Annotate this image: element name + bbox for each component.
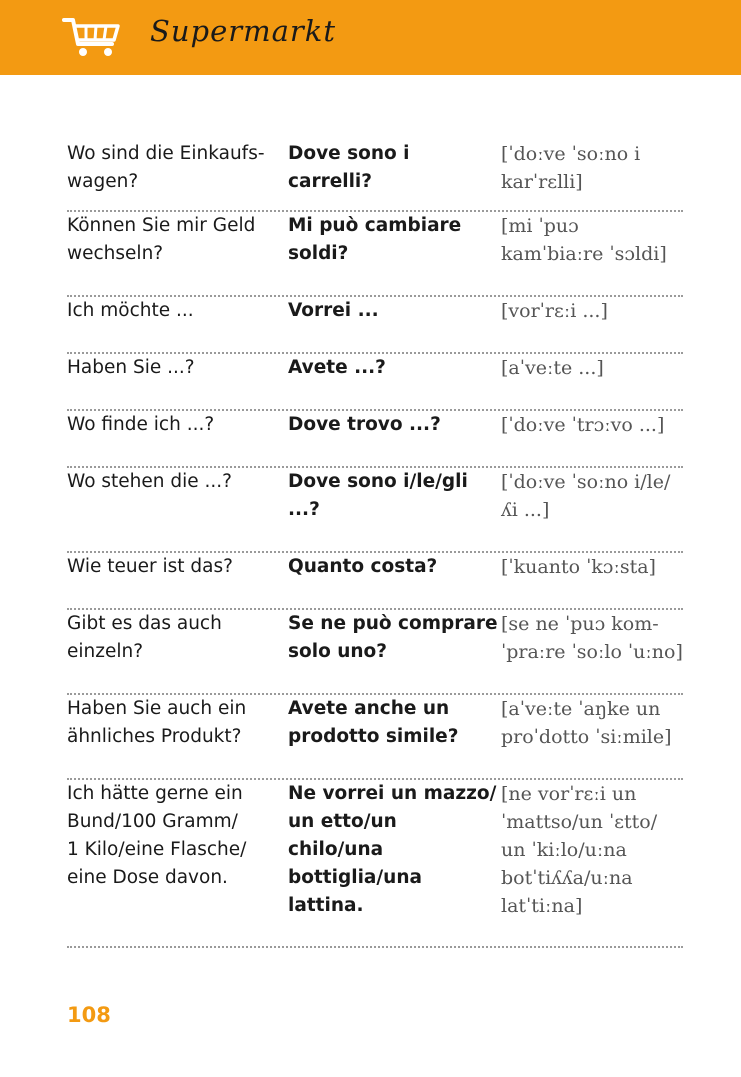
phrase-row xyxy=(67,140,683,212)
phrase-row xyxy=(67,610,683,695)
italian-phrase: Se ne può comprare solo uno? xyxy=(288,613,498,662)
italian-phrase: Quanto costa? xyxy=(288,556,438,577)
phrase-row xyxy=(67,354,683,411)
pronunciation: [aˈveːte ˈaŋke un proˈdotto ˈsiːmile] xyxy=(501,698,672,748)
pronunciation: [ˈdoːve ˈsoːno i karˈrɛlli] xyxy=(501,143,641,193)
german-phrase: Gibt es das auch einzeln? xyxy=(67,613,222,662)
german-phrase: Wo stehen die ...? xyxy=(67,471,233,492)
pronunciation: [ˈdoːve ˈsoːno i/le/ ʎi ...] xyxy=(501,471,671,521)
pronunciation: [ˈkuanto ˈkɔːsta] xyxy=(501,556,656,578)
italian-phrase: Mi può cambiare soldi? xyxy=(288,215,462,264)
german-phrase: Ich hätte gerne ein Bund/100 Gramm/ 1 Kilo/eine Flasche/ eine Dose davon. xyxy=(67,783,247,888)
italian-phrase: Dove sono i carrelli? xyxy=(288,143,410,192)
italian-phrase: Dove sono i/le/gli ...? xyxy=(288,471,468,520)
italian-phrase: Dove trovo ...? xyxy=(288,414,441,435)
pronunciation: [se ne ˈpuɔ kom- ˈpraːre ˈsoːlo ˈuːno] xyxy=(501,613,683,663)
phrase-row xyxy=(67,212,683,297)
page-number: 108 xyxy=(67,1003,111,1027)
pronunciation: [aˈveːte ...] xyxy=(501,357,604,379)
pronunciation: [ne vorˈrɛːi un ˈmattso/un ˈɛtto/ un ˈkiːlo/uːna botˈtiʎʎa/uːna latˈtiːna] xyxy=(501,783,658,917)
german-phrase: Ich möchte ... xyxy=(67,300,194,321)
pronunciation: [ˈdoːve ˈtrɔːvo ...] xyxy=(501,414,665,436)
german-phrase: Können Sie mir Geld wechseln? xyxy=(67,215,256,264)
phrase-row xyxy=(67,780,683,948)
phrase-row xyxy=(67,695,683,780)
page-title: Supermarkt xyxy=(150,14,337,48)
german-phrase: Wo sind die Einkaufs- wagen? xyxy=(67,143,265,192)
phrase-row xyxy=(67,553,683,610)
german-phrase: Haben Sie ...? xyxy=(67,357,195,378)
german-phrase: Wie teuer ist das? xyxy=(67,556,233,577)
italian-phrase: Avete anche un prodotto simile? xyxy=(288,698,459,747)
section-header xyxy=(0,0,741,75)
italian-phrase: Ne vorrei un mazzo/ un etto/un chilo/una bottiglia/una lattina. xyxy=(288,783,497,916)
shopping-cart-icon xyxy=(62,14,122,58)
italian-phrase: Vorrei ... xyxy=(288,300,379,321)
german-phrase: Wo finde ich ...? xyxy=(67,414,215,435)
pronunciation: [mi ˈpuɔ kamˈbiaːre ˈsɔldi] xyxy=(501,215,667,265)
phrase-row xyxy=(67,297,683,354)
german-phrase: Haben Sie auch ein ähnliches Produkt? xyxy=(67,698,247,747)
italian-phrase: Avete ...? xyxy=(288,357,386,378)
phrase-row xyxy=(67,468,683,553)
phrase-table xyxy=(67,140,683,948)
pronunciation: [vorˈrɛːi ...] xyxy=(501,300,608,322)
phrase-row xyxy=(67,411,683,468)
